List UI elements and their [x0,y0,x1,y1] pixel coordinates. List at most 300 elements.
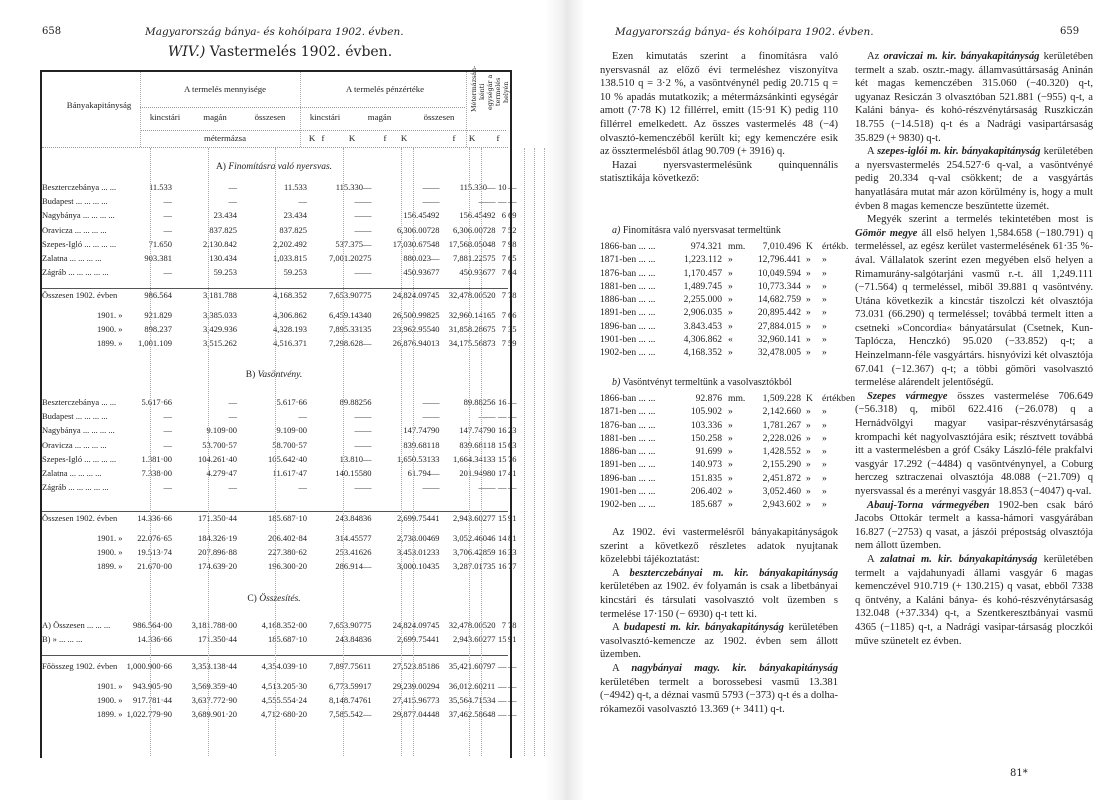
paragraph [600,621,838,662]
stat-cur: » [806,347,811,359]
paragraph-text: A [867,146,878,158]
cell-vk: — [354,425,363,436]
stat-year: 1891-ben ... ... [600,459,656,471]
cell-m: 3,689.901·20 [191,709,237,719]
section-title-text: Finomításra való nyersvas. [228,162,333,172]
cell-vm: 17,030.675 [392,238,431,249]
stat-unit: » [728,347,733,359]
cell-vkf: 36 [363,513,372,523]
paragraph-text: A [612,567,630,579]
stat-unit: » [728,294,733,306]
paragraph-text: Az [867,51,884,62]
paragraph-text: A [612,622,624,634]
cell-uK: 7 [501,310,506,320]
cell-vkf: — [363,196,372,207]
row-label: 1900. » [97,547,123,557]
cell-uK: 17 [498,468,507,478]
paragraph [855,145,1093,213]
cell-vkf: 17 [363,681,372,691]
stat-year: 1876-ban ... ... [600,267,656,279]
cell-vm: 29,877.044 [392,709,431,719]
paragraph-text: kerületében az 1902. év folyamán is csak a libetbányai kincstári és társulati vasolvasztó volt üzemben s termelése 17·150 (− 6930) q-t tett ki. [600,581,838,620]
header-v-kincstari: kincstári [309,112,341,122]
cell-vo: 201.949 [459,468,487,478]
row-label: Budapest ... ... ... ... [42,411,108,422]
cell-vo: 450.936 [459,267,487,278]
stat-qty: 105.902 [690,406,722,418]
cell-vof: 56 [487,397,496,407]
cell-vof: 80 [487,468,496,478]
stat-unit: » [728,307,733,319]
header-unit-f: f [321,133,325,143]
cell-vm: — [422,397,431,407]
cell-vo: 37,462.586 [448,709,487,719]
paragraph-text: kerületében termelt a vajdahunyadi állami vasgyár 6 magas kemenczével 910.719 (+ 130.215) q vasat, ebből 7338 q öntvény, a Kaláni bánya- és kohó-részvénytársaság 132.048 (+37.334) q-t, a Szentkeresztbányai vasmű 4365 (−1185) q-t, a Nadrági vasipar-társaság ploczkói műve szünetelt ez évben. [855,553,1093,647]
cell-o: 227.380·62 [268,547,307,557]
cell-uf: 78 [508,290,517,300]
cell-uf: 69 [508,210,517,221]
stat-row [600,346,845,359]
section-prefix: A) [215,162,226,172]
row-label: Főösszeg 1902. évben [42,661,118,671]
cell-m: 3,429.936 [203,324,237,334]
stat-cur: K [806,393,813,404]
stat-tail: » [822,307,827,319]
cell-vo: — [478,411,487,422]
stat-year: 1886-ban ... ... [600,446,656,458]
emphasis-text: oraviczai m. kir. bányakapitányság [883,51,1040,62]
cell-vm: — [422,182,431,192]
stat-unit: » [728,459,733,471]
cell-vof: 35 [487,561,496,571]
rule [140,107,465,108]
paragraph-text: kerületében termelt a borossebesi vasmű 13.381 (−4942) q-t, a déznai vasmű 5793 (−373) q-t és a dolha-rókamezői vasolvasztó 13.369 (+ 3411) q-t. [600,676,838,715]
cell-vof: 34 [487,695,496,705]
cell-vof: 77 [487,634,496,645]
signature-mark: 81* [1010,768,1028,779]
cell-uK: — [498,196,507,207]
cell-vmf: — [431,253,440,263]
stat-year: 1886-ban ... ... [600,294,656,306]
cell-vk: 8,148.747 [329,695,363,705]
row-label: Szepes-Igló ... ... ... ... [42,453,117,464]
stat-unit: » [728,267,733,279]
stat-row [600,320,845,333]
cell-vkf: — [363,709,372,719]
stat-cur: » [806,472,811,484]
intro-paragraph: Hazai nyersvastermelésünk quinquennális statisztikája következő: [600,159,838,185]
stat-tail: » [822,280,827,292]
cell-k: — [163,224,172,235]
stat-qty: 1,170.457 [683,267,722,279]
cell-vm: 2,699.754 [397,634,431,645]
cell-m: 171.350·44 [198,513,237,523]
row-label: 1901. » [97,310,123,320]
cell-vk: 7,001.202 [329,253,363,263]
stat-value: 2,155.290 [762,459,801,471]
running-head: Magyarország bánya- és kohóipara 1902. évben. [615,26,874,38]
cell-uf: 77 [508,561,517,571]
row-label: Zágráb ... ... ... ... ... [42,482,109,493]
cell-vkf: — [363,210,372,221]
cell-uf: 23 [508,425,517,436]
stat-year: 1896-ban ... ... [600,472,656,484]
cell-vof: 48 [487,238,496,249]
stat-row [600,419,845,432]
cell-uK: 7 [501,290,506,300]
stat-unit: » [728,486,733,498]
stat-year: 1881-ben ... ... [600,432,656,444]
cell-o: 4,712·680·20 [260,709,307,719]
cell-vkf: — [363,411,372,422]
cell-vm: 6,306.007 [397,224,431,235]
column-rule [343,148,344,756]
cell-vk: 253.416 [335,547,363,557]
cell-vof: 92 [487,210,496,221]
cell-m: 23.434 [213,210,237,221]
cell-vkf: — [363,425,372,436]
cell-vmf: 90 [431,425,440,436]
stat-tail: » [822,294,827,306]
cell-vm: 24,824.097 [392,290,431,300]
cell-vof: 28 [487,224,496,235]
cell-vkf: 35 [363,324,372,334]
paragraph-text: Megyék szerint a termelés tekintetében most is [867,214,1093,226]
stat-value: 2,451.872 [762,472,801,484]
cell-vkf: — [363,238,372,249]
cell-vof: — [487,482,496,493]
table-title [0,44,560,60]
cell-k: 898.237 [144,324,172,334]
stat-tail: » [822,406,827,418]
stat-tail: » [822,472,827,484]
paragraph-text: kerületében termelt a szab. osztr.-magy. államvasúttársaság Aninán két magas kemenczében 315.060 (−40.320) q-t, ugyanaz Resiczán 3 olvasztóban 521.881 (−955) q-t, a Kaláni bánya- és kohó-részvénytársaság Ruszkiczán 18.755 (−14.518) q-t és a Nadrági vasipartársaság 35.829 (+ 9830) q-t. [855,51,1093,144]
cell-vmf: 40 [431,324,440,334]
cell-o: 1,033.815 [273,253,307,263]
stat-qty: 1,489.745 [683,280,722,292]
stat-tail: » [822,254,827,266]
cell-uf: 35 [508,324,517,334]
stat-qty: 140.973 [690,459,722,471]
column-rule [544,148,545,756]
cell-vk: 7,895.331 [329,324,363,334]
cell-vk: — [354,224,363,235]
cell-vm: 23,962.955 [392,324,431,334]
cell-uf: 76 [508,453,517,464]
cell-vm: — [422,411,431,422]
stat-prefix: b) [612,377,621,388]
emphasis-text: Szepes vármegye [867,390,948,402]
cell-vof: 20 [487,620,496,630]
cell-uf: 91 [508,634,517,645]
cell-m: 3,569.359·40 [191,681,237,691]
stat-title-text: Finomításra való nyersvasat termeltünk [622,225,781,236]
cell-uK: 16 [498,561,507,571]
cell-uK: — [498,482,507,493]
cell-m: 3,353.138·44 [191,661,237,671]
cell-vm: — [422,196,431,207]
stat-row [600,293,845,306]
cell-vmf: 77 [431,267,440,278]
cell-uK: — [498,681,507,691]
cell-vmf: 35 [431,561,440,571]
stat-prefix: a) [612,225,621,236]
emphasis-text: zalatnai m. kir. bányakapitányság [880,553,1038,565]
column-rule [413,148,414,756]
rule [140,130,506,131]
stat-qty: 150.258 [690,432,722,444]
cell-o: 4,328.193 [273,324,307,334]
cell-vof: — [487,411,496,422]
cell-vkf: — [363,224,372,235]
cell-vmf: 92 [431,210,440,221]
cell-m: — [228,196,237,207]
cell-vo: 1,664.341 [453,453,487,464]
stat-unit: mm. [728,393,746,404]
cell-vk: 7,585.542 [329,709,363,719]
cell-o: 185.687·10 [268,634,307,645]
stat-cur: » [806,334,811,346]
cell-m: 2,130.842 [203,238,237,249]
cell-vkf: 77 [363,533,372,543]
cell-uf: 98 [508,238,517,249]
cell-vmf: — [431,196,440,207]
cell-uf: — [508,411,517,422]
stat-value: 1,428.552 [762,446,801,458]
cell-vk: 7,653.907 [329,290,363,300]
cell-vk: 537.375 [335,238,363,249]
header-unit-f: f [496,133,500,143]
cell-uK: 7 [501,324,506,334]
row-label: 1900. » [97,324,123,334]
cell-vk: 7,653.907 [329,620,363,630]
row-label: Beszterczebánya ... ... [42,182,117,192]
stat-qty: 92.876 [695,393,722,404]
rule [140,72,141,147]
stat-qty: 185.687 [690,499,722,511]
stat-cur: » [806,499,811,511]
stat-year: 1902-ben ... ... [600,499,656,511]
stat-value: 2,228.026 [762,432,801,444]
cell-vk: 7,298.628 [329,338,363,348]
cell-k: 986.564 [144,290,172,300]
cell-k: 986.564·00 [133,620,172,630]
cell-uK: — [498,709,507,719]
cell-vm: 27,523.851 [392,661,431,671]
row-label: Oravicza ... ... ... ... [42,224,107,235]
column-rule [208,148,209,756]
stat-value: 7,010.496 [762,241,801,252]
cell-o: 59.253 [283,267,307,278]
stat-qty: 151.835 [690,472,722,484]
cell-o: 4,516.371 [273,338,307,348]
column-2-text [855,50,1093,648]
cell-vmf: 45 [431,620,440,630]
cell-uK: 14 [498,533,507,543]
stat-row [600,432,845,445]
cell-k: — [163,482,172,493]
stat-value: 2,142.660 [762,406,801,418]
cell-vkf: 61 [363,695,372,705]
cell-vkf: 40 [363,310,372,320]
rule [300,72,301,147]
cell-m: 3,637.772·90 [191,695,237,705]
cell-k: — [163,425,172,436]
paragraph [855,50,1093,145]
rule [466,72,467,147]
stat-qty: 103.336 [690,419,722,431]
cell-vo: 35,421.607 [448,661,487,671]
cell-vo: 7,881.225 [453,253,487,263]
cell-k: 21.670·00 [137,561,172,571]
cell-vm: 27,415.967 [392,695,431,705]
cell-vm: 24,824.097 [392,620,431,630]
cell-uf: 65 [508,253,517,263]
section-title-text: Összesítés. [259,594,301,604]
cell-k: — [163,210,172,221]
stat-row [600,472,845,485]
cell-vkf: — [363,482,372,493]
stat-unit: » [728,280,733,292]
stat-tail: » [822,486,827,498]
paragraph [600,526,838,567]
column-rule [524,148,525,756]
cell-vof: 90 [487,425,496,436]
stat-year: 1902-ben ... ... [600,347,656,359]
stat-unit: mm. [728,241,746,252]
cell-vkf: 36 [363,634,372,645]
section-title-text: Vasöntvény. [257,370,303,380]
cell-vm: 3.453.012 [397,547,431,557]
stat-year: 1891-ben ... ... [600,307,656,319]
cell-vo: 839.681 [459,439,487,450]
stat-value: 1,781.267 [762,419,801,431]
cell-vmf: 48 [431,238,440,249]
cell-vm: 3,000.104 [397,561,431,571]
cell-vkf: — [363,439,372,450]
stat-tail: » [822,267,827,279]
cell-vo: — [478,196,487,207]
cell-uK: 15 [498,453,507,464]
column-rule [481,148,482,756]
cell-vo: 89.882 [463,397,487,407]
cell-uK: 15 [498,439,507,450]
header-row-label: Bányakapitányság [66,100,132,110]
cell-vmf: — [431,397,440,407]
cell-vmf: 33 [431,453,440,464]
stat-unit: » [728,254,733,266]
cell-vo: 35,564.715 [448,695,487,705]
cell-k: 7.338·00 [141,468,172,478]
cell-vmf: 73 [431,695,440,705]
stat-row [600,485,845,498]
header-q-kincstari: kincstári [149,112,181,122]
row-label: Zágráb ... ... ... ... ... [42,267,109,278]
header-value: A termelés pénzértéke [345,84,425,94]
cell-vmf: 48 [431,709,440,719]
cell-k: 5.617·66 [141,397,172,407]
emphasis-text: Gömör megye [855,227,918,239]
cell-vkf: 75 [363,290,372,300]
intro-text [600,50,838,186]
stat-year: 1901-ben ... ... [600,486,656,498]
stat-row [600,333,845,346]
stat-list-b [600,374,856,512]
stat-qty: 974.321 [690,241,722,252]
row-label: A) Összesen ... ... ... [42,620,111,630]
cell-uf: — [508,709,517,719]
header-unit-price: Métermázsán-kénti egységár a termelés helyén [470,65,510,112]
column-rule [534,148,535,756]
cell-vk: 286.914 [335,561,363,571]
cell-vk: 314.455 [335,533,363,543]
stat-tail: » [822,446,827,458]
cell-m: 9.109·00 [206,425,237,436]
cell-uf: 91 [508,513,517,523]
stat-cur: » [806,446,811,458]
cell-vkf: — [363,267,372,278]
paragraph-text: összes vastermelése 706.649 (−56.318) q, miből 622.416 (−26.078) q a Hernádvölgyi magyar vasipar-részvénytársaság krompachi két nagyolvasztójára esik; résztvett továbbá itt a vastermelésben a gróf Csáky László-féle prakfalvi vasgyár 17.292 (−4484) q vasöntvénynyel, a Coburg herczeg sztraczenai olvasztója 48.088 (−21.709) q nyersvassal és a merényi vasgyár 18.853 (−4047) q-val. [855,390,1093,497]
stat-tail: » [822,499,827,511]
cell-vmf: 33 [431,547,440,557]
cell-vm: 29,239.002 [392,681,431,691]
cell-vmf: — [431,182,440,192]
paragraph [855,553,1093,648]
cell-uf: 59 [508,338,517,348]
cell-k: — [163,411,172,422]
cell-m: 837.825 [209,224,237,235]
stat-value: 1,509.228 [762,393,801,404]
emphasis-text: Abauj-Torna vármegyében [867,499,990,511]
cell-k: 19.513·74 [137,547,172,557]
header-unit-k: K [348,133,356,143]
cell-vk: 243.848 [335,634,363,645]
stat-qty: 2,906.035 [683,307,722,319]
cell-uf: — [508,695,517,705]
row-label: Összesen 1902. évben [42,513,118,523]
stat-tail: » [822,459,827,471]
stat-row [600,267,845,280]
column-rule [401,148,402,756]
cell-vo: — [478,482,487,493]
stat-unit: « [728,334,733,346]
cell-vkf: — [363,182,372,192]
cell-uf: 81 [508,533,517,543]
cell-vm: 450.936 [403,267,431,278]
stat-unit: » [728,432,733,444]
cell-vo: 2,943.602 [453,513,487,523]
stat-qty: 4,168.352 [683,347,722,359]
row-label: Összesen 1902. évben [42,290,118,300]
column-rule [275,148,276,756]
stat-year: 1866-ban ... ... [600,393,656,404]
cell-vm: — [422,482,431,493]
paragraph-text: A [612,662,632,674]
cell-uK: 7 [501,238,506,249]
paragraph-text: A [867,553,881,565]
cell-uf: — [508,482,517,493]
cell-uK: 15 [498,634,507,645]
cell-o: 4,555.554·24 [261,695,307,705]
paragraph-text: áll első helyen 1,584.658 (−180.791) q termeléssel, az egész kerület vastermelésének 61·35 %-ával. Vállalatok szerint ezen megyében első helyen a Rimamurány-salgótarjáni vasmű r.-t. áll 1,249.111 (−71.564) q termeléssel, miből 39.881 q vasöntvény. Utána következik a kincstár tiszolczi két olvasztója 73.031 (66.290) q termeléssel; továbbá termelt itten a csetneki »Concordia« bányatársulat (Csetnek, Kun-Taplócza, Henczkó) 95.020 (−33.852) q-t; a Heinzelmann-féle vasgyártárs. hisnyóvizi két olvasztója 67.041 (−12.367) q-t; a többi gömöri vasolvasztó termelése alárendelt jelentőségű. [855,227,1093,389]
cell-vo: 36,012.602 [448,681,487,691]
cell-vo: 156.454 [459,210,487,221]
stat-cur: » [806,432,811,444]
stat-tail: » [822,320,827,332]
header-v-magan: magán [367,112,392,122]
stat-row [600,498,845,511]
cell-k: 1,022.779·90 [126,709,172,719]
